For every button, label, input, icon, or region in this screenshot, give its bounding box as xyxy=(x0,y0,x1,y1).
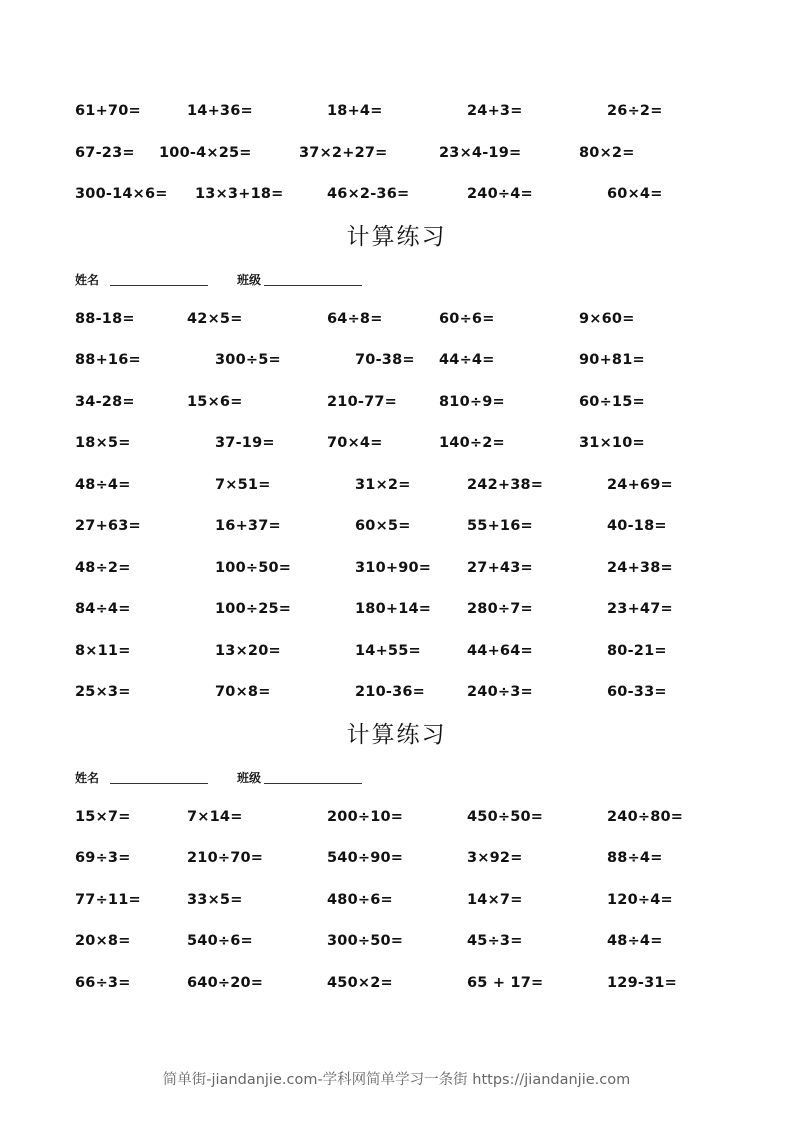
problem: 70×4= xyxy=(327,435,383,451)
watermark-footer: 简单街-jiandanjie.com-学科网简单学习一条街 https://jiandanjie.com xyxy=(162,1072,631,1088)
problem: 27+63= xyxy=(75,518,141,534)
problem: 23×4-19= xyxy=(439,145,522,161)
problem: 37×2+27= xyxy=(299,145,388,161)
problem: 15×6= xyxy=(187,394,243,410)
problem-row xyxy=(0,971,793,995)
problem: 34-28= xyxy=(75,394,135,410)
problem: 9×60= xyxy=(579,311,635,327)
name-class-line xyxy=(0,769,793,787)
problem: 16+37= xyxy=(215,518,281,534)
name-label: 姓名 xyxy=(75,273,100,287)
problem: 40-18= xyxy=(607,518,667,534)
problem: 60-33= xyxy=(607,684,667,700)
problem: 300÷5= xyxy=(215,352,281,368)
section-title: 计算练习 xyxy=(346,224,447,250)
problem: 450÷50= xyxy=(467,809,544,825)
section-title: 计算练习 xyxy=(346,722,447,748)
problem: 210÷70= xyxy=(187,850,264,866)
problem: 60×5= xyxy=(355,518,411,534)
problem: 90+81= xyxy=(579,352,645,368)
problem-row xyxy=(0,514,793,538)
problem: 13×3+18= xyxy=(195,186,284,202)
problem: 45÷3= xyxy=(467,933,523,949)
problem: 240÷3= xyxy=(467,684,533,700)
class-field[interactable] xyxy=(264,285,362,286)
problem: 27+43= xyxy=(467,560,533,576)
problem: 18×5= xyxy=(75,435,131,451)
problem-row xyxy=(0,307,793,331)
problem: 48÷2= xyxy=(75,560,131,576)
problem-row xyxy=(0,888,793,912)
problem-row xyxy=(0,431,793,455)
problem: 14+36= xyxy=(187,103,253,119)
problem: 640÷20= xyxy=(187,975,264,991)
problem-row xyxy=(0,929,793,953)
problem: 65 + 17= xyxy=(467,975,544,991)
problem: 80-21= xyxy=(607,643,667,659)
problem-row xyxy=(0,348,793,372)
problem-row xyxy=(0,473,793,497)
problem: 18+4= xyxy=(327,103,383,119)
problem: 80×2= xyxy=(579,145,635,161)
problem-row xyxy=(0,680,793,704)
problem-row xyxy=(0,846,793,870)
problem-row xyxy=(0,182,793,206)
problem-row xyxy=(0,141,793,165)
problem-row xyxy=(0,597,793,621)
problem: 26÷2= xyxy=(607,103,663,119)
problem-row xyxy=(0,805,793,829)
problem: 67-23= xyxy=(75,145,135,161)
problem: 15×7= xyxy=(75,809,131,825)
problem: 100÷50= xyxy=(215,560,292,576)
problem: 540÷90= xyxy=(327,850,404,866)
problem: 61+70= xyxy=(75,103,141,119)
problem: 14+55= xyxy=(355,643,421,659)
problem: 70×8= xyxy=(215,684,271,700)
problem: 44÷4= xyxy=(439,352,495,368)
problem: 13×20= xyxy=(215,643,281,659)
problem: 88+16= xyxy=(75,352,141,368)
name-field[interactable] xyxy=(110,285,208,286)
problem: 55+16= xyxy=(467,518,533,534)
problem: 810÷9= xyxy=(439,394,505,410)
problem-row xyxy=(0,556,793,580)
problem: 24+69= xyxy=(607,477,673,493)
problem: 60÷6= xyxy=(439,311,495,327)
problem: 31×2= xyxy=(355,477,411,493)
problem: 42×5= xyxy=(187,311,243,327)
problem: 66÷3= xyxy=(75,975,131,991)
class-label: 班级 xyxy=(237,771,262,785)
problem: 60÷15= xyxy=(579,394,645,410)
class-label: 班级 xyxy=(237,273,262,287)
problem: 3×92= xyxy=(467,850,523,866)
problem: 64÷8= xyxy=(327,311,383,327)
problem: 84÷4= xyxy=(75,601,131,617)
problem: 100÷25= xyxy=(215,601,292,617)
problem: 310+90= xyxy=(355,560,432,576)
problem-row xyxy=(0,99,793,123)
problem: 210-36= xyxy=(355,684,426,700)
problem: 31×10= xyxy=(579,435,645,451)
problem: 60×4= xyxy=(607,186,663,202)
problem: 240÷80= xyxy=(607,809,684,825)
problem: 23+47= xyxy=(607,601,673,617)
problem: 33×5= xyxy=(187,892,243,908)
problem: 24+38= xyxy=(607,560,673,576)
problem: 120÷4= xyxy=(607,892,673,908)
problem: 46×2-36= xyxy=(327,186,410,202)
problem: 48÷4= xyxy=(607,933,663,949)
problem: 7×14= xyxy=(187,809,243,825)
name-label: 姓名 xyxy=(75,771,100,785)
problem: 24+3= xyxy=(467,103,523,119)
problem: 69÷3= xyxy=(75,850,131,866)
problem: 300÷50= xyxy=(327,933,404,949)
problem: 240÷4= xyxy=(467,186,533,202)
problem: 280÷7= xyxy=(467,601,533,617)
problem: 8×11= xyxy=(75,643,131,659)
problem: 129-31= xyxy=(607,975,678,991)
problem: 180+14= xyxy=(355,601,432,617)
class-field[interactable] xyxy=(264,783,362,784)
problem: 242+38= xyxy=(467,477,544,493)
problem: 14×7= xyxy=(467,892,523,908)
problem: 25×3= xyxy=(75,684,131,700)
problem: 20×8= xyxy=(75,933,131,949)
problem: 7×51= xyxy=(215,477,271,493)
problem: 37-19= xyxy=(215,435,275,451)
problem-row xyxy=(0,390,793,414)
problem: 450×2= xyxy=(327,975,393,991)
problem: 77÷11= xyxy=(75,892,141,908)
problem-row xyxy=(0,639,793,663)
problem: 100-4×25= xyxy=(159,145,252,161)
problem: 200÷10= xyxy=(327,809,404,825)
problem: 44+64= xyxy=(467,643,533,659)
name-field[interactable] xyxy=(110,783,208,784)
problem: 140÷2= xyxy=(439,435,505,451)
problem: 210-77= xyxy=(327,394,398,410)
problem: 540÷6= xyxy=(187,933,253,949)
name-class-line xyxy=(0,271,793,289)
problem: 88÷4= xyxy=(607,850,663,866)
problem: 70-38= xyxy=(355,352,415,368)
problem: 88-18= xyxy=(75,311,135,327)
problem: 300-14×6= xyxy=(75,186,168,202)
problem: 480÷6= xyxy=(327,892,393,908)
problem: 48÷4= xyxy=(75,477,131,493)
